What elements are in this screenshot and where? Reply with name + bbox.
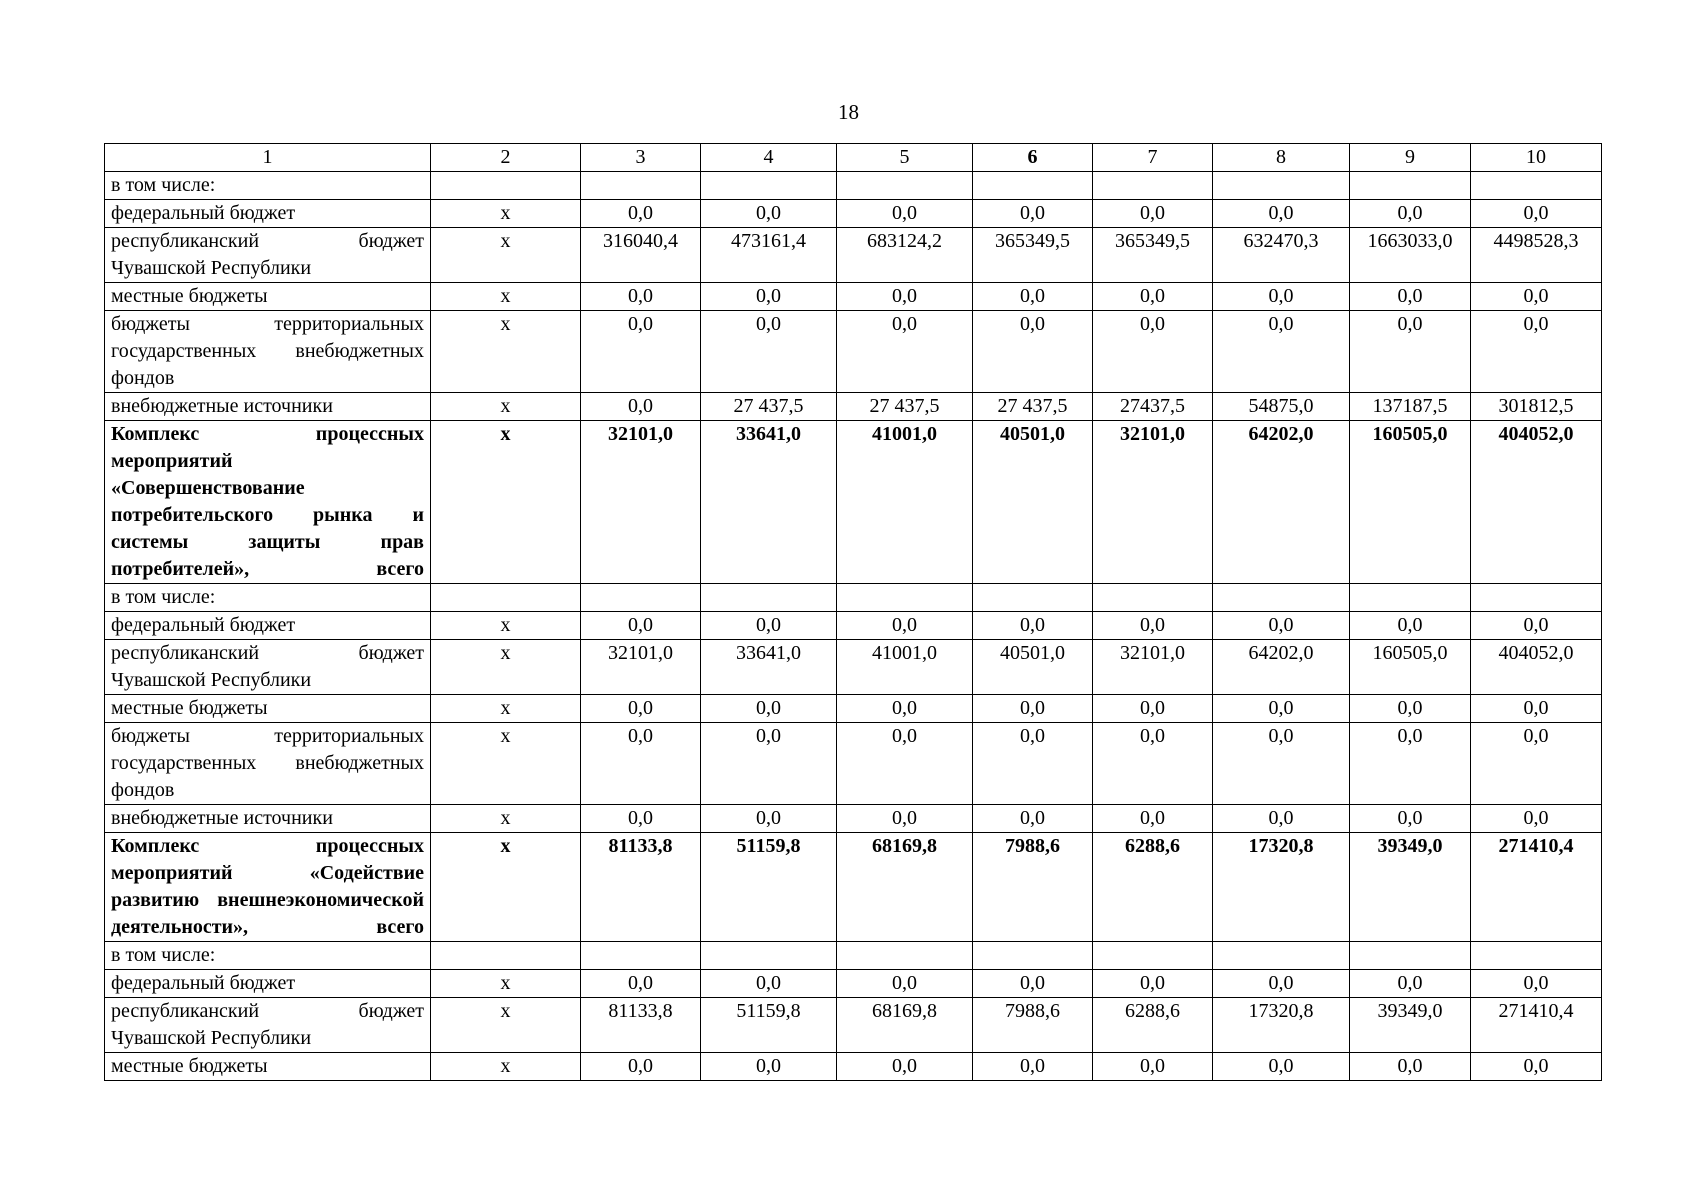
- value-cell: 0,0: [701, 970, 837, 998]
- table-row: [105, 998, 1602, 1053]
- value-cell: 160505,0: [1350, 640, 1471, 695]
- value-cell: 0,0: [973, 612, 1093, 640]
- value-cell: 0,0: [581, 200, 701, 228]
- value-cell: [837, 942, 973, 970]
- value-cell: 0,0: [581, 695, 701, 723]
- row-code: [431, 584, 581, 612]
- value-cell: [1350, 584, 1471, 612]
- table-row: [105, 723, 1602, 805]
- table-row: [105, 695, 1602, 723]
- value-cell: [837, 584, 973, 612]
- row-label: Комплекс процессных мероприятий «Совершенствование потребительского рынка и системы защиты прав потребителей», всего: [105, 421, 431, 584]
- value-cell: [1350, 942, 1471, 970]
- value-cell: 365349,5: [973, 228, 1093, 283]
- value-cell: 271410,4: [1471, 998, 1602, 1053]
- row-label: местные бюджеты: [105, 695, 431, 723]
- budget-table: [104, 143, 1602, 1081]
- value-cell: 0,0: [1213, 970, 1350, 998]
- value-cell: 32101,0: [1093, 640, 1213, 695]
- value-cell: 0,0: [1350, 612, 1471, 640]
- row-label: внебюджетные источники: [105, 393, 431, 421]
- value-cell: 51159,8: [701, 833, 837, 942]
- column-header: 5: [837, 144, 973, 172]
- table-row: [105, 1053, 1602, 1081]
- value-cell: 0,0: [1093, 695, 1213, 723]
- table-body: [105, 172, 1602, 1081]
- value-cell: 0,0: [1213, 805, 1350, 833]
- value-cell: 0,0: [1350, 200, 1471, 228]
- value-cell: 0,0: [581, 723, 701, 805]
- value-cell: 54875,0: [1213, 393, 1350, 421]
- table-row: [105, 640, 1602, 695]
- row-code: [431, 942, 581, 970]
- column-header: 6: [973, 144, 1093, 172]
- table-row: [105, 228, 1602, 283]
- value-cell: 0,0: [581, 805, 701, 833]
- table-row: [105, 942, 1602, 970]
- value-cell: 40501,0: [973, 640, 1093, 695]
- value-cell: 68169,8: [837, 833, 973, 942]
- value-cell: 0,0: [1471, 805, 1602, 833]
- value-cell: 64202,0: [1213, 640, 1350, 695]
- value-cell: 0,0: [1471, 283, 1602, 311]
- value-cell: 0,0: [1213, 695, 1350, 723]
- value-cell: 0,0: [1093, 970, 1213, 998]
- value-cell: 0,0: [837, 311, 973, 393]
- row-code: х: [431, 833, 581, 942]
- value-cell: 32101,0: [581, 421, 701, 584]
- value-cell: 0,0: [837, 970, 973, 998]
- value-cell: [973, 172, 1093, 200]
- table-row: [105, 584, 1602, 612]
- value-cell: 0,0: [581, 311, 701, 393]
- row-code: х: [431, 723, 581, 805]
- value-cell: 0,0: [973, 805, 1093, 833]
- value-cell: 683124,2: [837, 228, 973, 283]
- value-cell: 40501,0: [973, 421, 1093, 584]
- row-code: х: [431, 1053, 581, 1081]
- value-cell: 0,0: [1350, 311, 1471, 393]
- value-cell: 0,0: [973, 723, 1093, 805]
- value-cell: 137187,5: [1350, 393, 1471, 421]
- value-cell: 0,0: [837, 283, 973, 311]
- value-cell: 33641,0: [701, 421, 837, 584]
- value-cell: 17320,8: [1213, 833, 1350, 942]
- value-cell: 0,0: [1350, 283, 1471, 311]
- row-label: федеральный бюджет: [105, 200, 431, 228]
- value-cell: [581, 942, 701, 970]
- row-code: х: [431, 612, 581, 640]
- value-cell: [701, 172, 837, 200]
- value-cell: 316040,4: [581, 228, 701, 283]
- value-cell: 0,0: [973, 1053, 1093, 1081]
- table-row: [105, 393, 1602, 421]
- row-code: х: [431, 311, 581, 393]
- value-cell: [701, 942, 837, 970]
- value-cell: 32101,0: [581, 640, 701, 695]
- row-code: х: [431, 393, 581, 421]
- value-cell: 0,0: [1213, 311, 1350, 393]
- value-cell: 0,0: [581, 283, 701, 311]
- value-cell: 0,0: [1213, 1053, 1350, 1081]
- row-label: федеральный бюджет: [105, 970, 431, 998]
- value-cell: 0,0: [1471, 200, 1602, 228]
- column-header: 4: [701, 144, 837, 172]
- value-cell: [1350, 172, 1471, 200]
- table-row: [105, 200, 1602, 228]
- row-label: республиканский бюджет Чувашской Республики: [105, 640, 431, 695]
- row-code: х: [431, 200, 581, 228]
- value-cell: [1471, 942, 1602, 970]
- value-cell: 0,0: [701, 311, 837, 393]
- value-cell: [1213, 172, 1350, 200]
- value-cell: 632470,3: [1213, 228, 1350, 283]
- value-cell: 0,0: [837, 695, 973, 723]
- row-code: [431, 172, 581, 200]
- value-cell: 0,0: [1213, 612, 1350, 640]
- value-cell: 0,0: [1093, 283, 1213, 311]
- value-cell: 0,0: [581, 393, 701, 421]
- value-cell: 0,0: [701, 805, 837, 833]
- value-cell: 0,0: [973, 200, 1093, 228]
- row-code: х: [431, 283, 581, 311]
- value-cell: 0,0: [1471, 723, 1602, 805]
- value-cell: 0,0: [1213, 200, 1350, 228]
- value-cell: 39349,0: [1350, 833, 1471, 942]
- value-cell: 0,0: [1093, 1053, 1213, 1081]
- value-cell: 33641,0: [701, 640, 837, 695]
- row-label: местные бюджеты: [105, 283, 431, 311]
- value-cell: 0,0: [581, 612, 701, 640]
- value-cell: [701, 584, 837, 612]
- value-cell: 0,0: [701, 612, 837, 640]
- column-header: 7: [1093, 144, 1213, 172]
- value-cell: 27 437,5: [837, 393, 973, 421]
- value-cell: 81133,8: [581, 833, 701, 942]
- value-cell: 6288,6: [1093, 833, 1213, 942]
- value-cell: 0,0: [1093, 723, 1213, 805]
- row-label: в том числе:: [105, 942, 431, 970]
- value-cell: 0,0: [701, 723, 837, 805]
- value-cell: 0,0: [1471, 311, 1602, 393]
- value-cell: 301812,5: [1471, 393, 1602, 421]
- value-cell: [973, 584, 1093, 612]
- row-label: бюджеты территориальных государственных внебюджетных фондов: [105, 723, 431, 805]
- table-row: [105, 970, 1602, 998]
- value-cell: 39349,0: [1350, 998, 1471, 1053]
- value-cell: 27437,5: [1093, 393, 1213, 421]
- value-cell: 6288,6: [1093, 998, 1213, 1053]
- row-code: х: [431, 998, 581, 1053]
- value-cell: 0,0: [581, 970, 701, 998]
- value-cell: 0,0: [1093, 612, 1213, 640]
- value-cell: [1471, 584, 1602, 612]
- page-number: 18: [838, 100, 859, 124]
- value-cell: 0,0: [973, 970, 1093, 998]
- value-cell: 0,0: [837, 612, 973, 640]
- table-row: [105, 612, 1602, 640]
- value-cell: 32101,0: [1093, 421, 1213, 584]
- value-cell: [1093, 172, 1213, 200]
- value-cell: 0,0: [1350, 695, 1471, 723]
- value-cell: 0,0: [1093, 311, 1213, 393]
- value-cell: 0,0: [1471, 612, 1602, 640]
- row-label: федеральный бюджет: [105, 612, 431, 640]
- row-label: местные бюджеты: [105, 1053, 431, 1081]
- table-row: [105, 283, 1602, 311]
- row-label: бюджеты территориальных государственных внебюджетных фондов: [105, 311, 431, 393]
- column-header: 1: [105, 144, 431, 172]
- value-cell: 7988,6: [973, 833, 1093, 942]
- row-code: х: [431, 970, 581, 998]
- value-cell: 0,0: [837, 1053, 973, 1081]
- row-code: х: [431, 228, 581, 283]
- row-label: республиканский бюджет Чувашской Республики: [105, 998, 431, 1053]
- value-cell: 0,0: [1213, 283, 1350, 311]
- value-cell: 0,0: [1471, 1053, 1602, 1081]
- value-cell: 0,0: [701, 283, 837, 311]
- value-cell: 41001,0: [837, 640, 973, 695]
- value-cell: [581, 172, 701, 200]
- value-cell: [973, 942, 1093, 970]
- value-cell: [837, 172, 973, 200]
- value-cell: 0,0: [1350, 805, 1471, 833]
- value-cell: [581, 584, 701, 612]
- column-header: 10: [1471, 144, 1602, 172]
- row-code: х: [431, 421, 581, 584]
- value-cell: 0,0: [837, 200, 973, 228]
- value-cell: 404052,0: [1471, 421, 1602, 584]
- value-cell: 365349,5: [1093, 228, 1213, 283]
- value-cell: [1213, 942, 1350, 970]
- value-cell: 0,0: [701, 200, 837, 228]
- table-row: [105, 833, 1602, 942]
- value-cell: 4498528,3: [1471, 228, 1602, 283]
- value-cell: 0,0: [1213, 723, 1350, 805]
- row-label: Комплекс процессных мероприятий «Содействие развитию внешнеэкономической деятельности», всего: [105, 833, 431, 942]
- value-cell: 0,0: [973, 283, 1093, 311]
- value-cell: 17320,8: [1213, 998, 1350, 1053]
- table-row: [105, 421, 1602, 584]
- column-header: 2: [431, 144, 581, 172]
- value-cell: 7988,6: [973, 998, 1093, 1053]
- column-header: 8: [1213, 144, 1350, 172]
- column-number-row: [105, 144, 1602, 172]
- row-label: внебюджетные источники: [105, 805, 431, 833]
- value-cell: 0,0: [1093, 200, 1213, 228]
- value-cell: 0,0: [581, 1053, 701, 1081]
- value-cell: 0,0: [973, 695, 1093, 723]
- value-cell: 0,0: [973, 311, 1093, 393]
- value-cell: [1093, 584, 1213, 612]
- table-row: [105, 311, 1602, 393]
- value-cell: 64202,0: [1213, 421, 1350, 584]
- value-cell: 68169,8: [837, 998, 973, 1053]
- value-cell: 404052,0: [1471, 640, 1602, 695]
- value-cell: 1663033,0: [1350, 228, 1471, 283]
- value-cell: 0,0: [1471, 695, 1602, 723]
- column-header: 3: [581, 144, 701, 172]
- row-label: республиканский бюджет Чувашской Республики: [105, 228, 431, 283]
- value-cell: 0,0: [1350, 1053, 1471, 1081]
- value-cell: 27 437,5: [701, 393, 837, 421]
- value-cell: 473161,4: [701, 228, 837, 283]
- value-cell: 0,0: [1471, 970, 1602, 998]
- value-cell: 160505,0: [1350, 421, 1471, 584]
- value-cell: 27 437,5: [973, 393, 1093, 421]
- row-label: в том числе:: [105, 172, 431, 200]
- row-code: х: [431, 805, 581, 833]
- value-cell: 81133,8: [581, 998, 701, 1053]
- value-cell: 0,0: [1350, 723, 1471, 805]
- value-cell: [1213, 584, 1350, 612]
- value-cell: 0,0: [701, 1053, 837, 1081]
- value-cell: 51159,8: [701, 998, 837, 1053]
- value-cell: 41001,0: [837, 421, 973, 584]
- value-cell: [1471, 172, 1602, 200]
- table-row: [105, 805, 1602, 833]
- value-cell: 0,0: [837, 723, 973, 805]
- value-cell: 0,0: [837, 805, 973, 833]
- value-cell: 0,0: [701, 695, 837, 723]
- column-header: 9: [1350, 144, 1471, 172]
- row-code: х: [431, 695, 581, 723]
- row-code: х: [431, 640, 581, 695]
- value-cell: 0,0: [1350, 970, 1471, 998]
- table-row: [105, 172, 1602, 200]
- value-cell: 0,0: [1093, 805, 1213, 833]
- value-cell: [1093, 942, 1213, 970]
- row-label: в том числе:: [105, 584, 431, 612]
- value-cell: 271410,4: [1471, 833, 1602, 942]
